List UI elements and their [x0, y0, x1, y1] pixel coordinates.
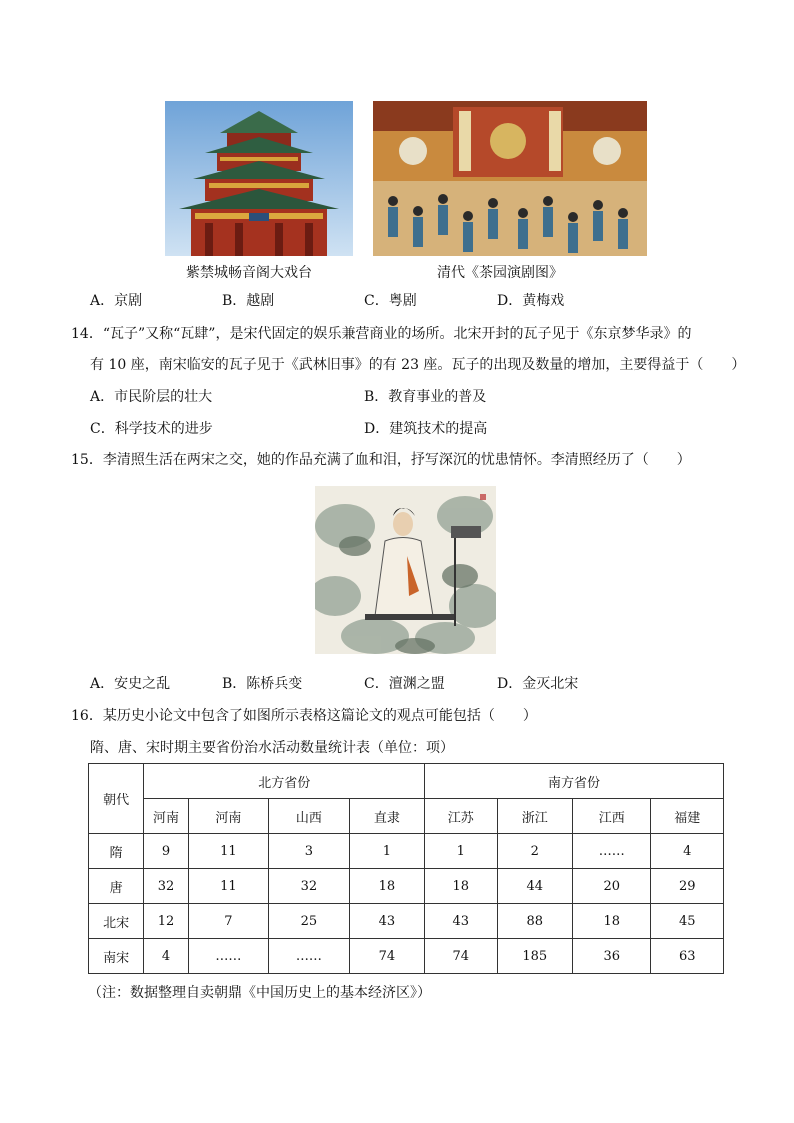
q13-option-a: A．京剧: [90, 293, 143, 309]
li-qingzhao-painting-image: [315, 486, 496, 654]
value-cell: 45: [651, 904, 724, 939]
q14-option-a: A．市民阶层的壮大: [90, 389, 213, 405]
pavilion-image: [165, 101, 353, 256]
province-header: 直隶: [349, 799, 424, 834]
province-header: 河南: [144, 799, 188, 834]
table-row: [89, 904, 724, 939]
value-cell: 74: [425, 939, 497, 974]
province-header: 江西: [573, 799, 651, 834]
province-header: 山西: [269, 799, 350, 834]
north-group-header: 北方省份: [144, 764, 425, 799]
q15-stem: 15．李清照生活在两宋之交，她的作品充满了血和泪，抒写深沉的忧患情怀。李清照经历了（ ）: [71, 452, 691, 468]
value-cell: 20: [573, 869, 651, 904]
value-cell: 12: [144, 904, 188, 939]
q15-option-b: B．陈桥兵变: [222, 676, 303, 692]
value-cell: 11: [188, 869, 269, 904]
q14-stem-line1: 14．“瓦子”又称“瓦肆”，是宋代固定的娱乐兼营商业的场所。北宋开封的瓦子见于《东京梦华录》的: [71, 326, 692, 342]
value-cell: 4: [651, 834, 724, 869]
table-note: （注：数据整理自卖朝鼎《中国历史上的基本经济区》）: [88, 985, 431, 1001]
value-cell: 3: [269, 834, 350, 869]
value-cell: 18: [349, 869, 424, 904]
province-header: 河南: [188, 799, 269, 834]
table-header-row: [89, 764, 724, 799]
value-cell: 43: [349, 904, 424, 939]
value-cell: 43: [425, 904, 497, 939]
q15-option-a: A．安史之乱: [90, 676, 171, 692]
table-row: [89, 939, 724, 974]
q15-option-c: C．澶渊之盟: [364, 676, 445, 692]
value-cell: 36: [573, 939, 651, 974]
value-cell: 74: [349, 939, 424, 974]
province-header: 江苏: [425, 799, 497, 834]
table-row: [89, 869, 724, 904]
table-corner-cell: 朝代: [89, 764, 144, 834]
value-cell: 1: [425, 834, 497, 869]
q13-option-c: C．粤剧: [364, 293, 417, 309]
value-cell: 25: [269, 904, 350, 939]
q14-option-b: B．教育事业的普及: [364, 389, 487, 405]
value-cell: 44: [497, 869, 572, 904]
q16-stem: 16．某历史小论文中包含了如图所示表格这篇论文的观点可能包括（ ）: [71, 708, 537, 724]
value-cell: 7: [188, 904, 269, 939]
value-cell: ……: [573, 834, 651, 869]
value-cell: 2: [497, 834, 572, 869]
table-title: 隋、唐、宋时期主要省份治水活动数量统计表（单位：项）: [90, 740, 454, 756]
value-cell: 9: [144, 834, 188, 869]
value-cell: 11: [188, 834, 269, 869]
value-cell: 18: [573, 904, 651, 939]
q14-option-c: C．科学技术的进步: [90, 421, 213, 437]
value-cell: 32: [269, 869, 350, 904]
painting-caption: 清代《茶园演剧图》: [437, 265, 563, 281]
q13-option-b: B．越剧: [222, 293, 275, 309]
q14-stem-line2: 有 10 座，南宋临安的瓦子见于《武林旧事》的有 23 座。瓦子的出现及数量的增加，主要得益于（ ）: [90, 357, 746, 373]
dynasty-cell: 唐: [89, 869, 144, 904]
value-cell: 18: [425, 869, 497, 904]
province-header-row: [89, 799, 724, 834]
value-cell: ……: [188, 939, 269, 974]
q14-option-d: D．建筑技术的提高: [364, 421, 488, 437]
south-group-header: 南方省份: [425, 764, 724, 799]
value-cell: 63: [651, 939, 724, 974]
value-cell: 185: [497, 939, 572, 974]
value-cell: 32: [144, 869, 188, 904]
value-cell: 4: [144, 939, 188, 974]
q13-option-d: D．黄梅戏: [497, 293, 565, 309]
dynasty-cell: 北宋: [89, 904, 144, 939]
value-cell: ……: [269, 939, 350, 974]
pavilion-caption: 紫禁城畅音阁大戏台: [186, 265, 312, 281]
q15-option-d: D．金灭北宋: [497, 676, 579, 692]
province-header: 福建: [651, 799, 724, 834]
table-row: [89, 834, 724, 869]
value-cell: 29: [651, 869, 724, 904]
dynasty-cell: 南宋: [89, 939, 144, 974]
province-header: 浙江: [497, 799, 572, 834]
value-cell: 88: [497, 904, 572, 939]
dynasty-cell: 隋: [89, 834, 144, 869]
value-cell: 1: [349, 834, 424, 869]
theater-painting-image: [373, 101, 647, 256]
water-activity-table: [88, 763, 724, 974]
